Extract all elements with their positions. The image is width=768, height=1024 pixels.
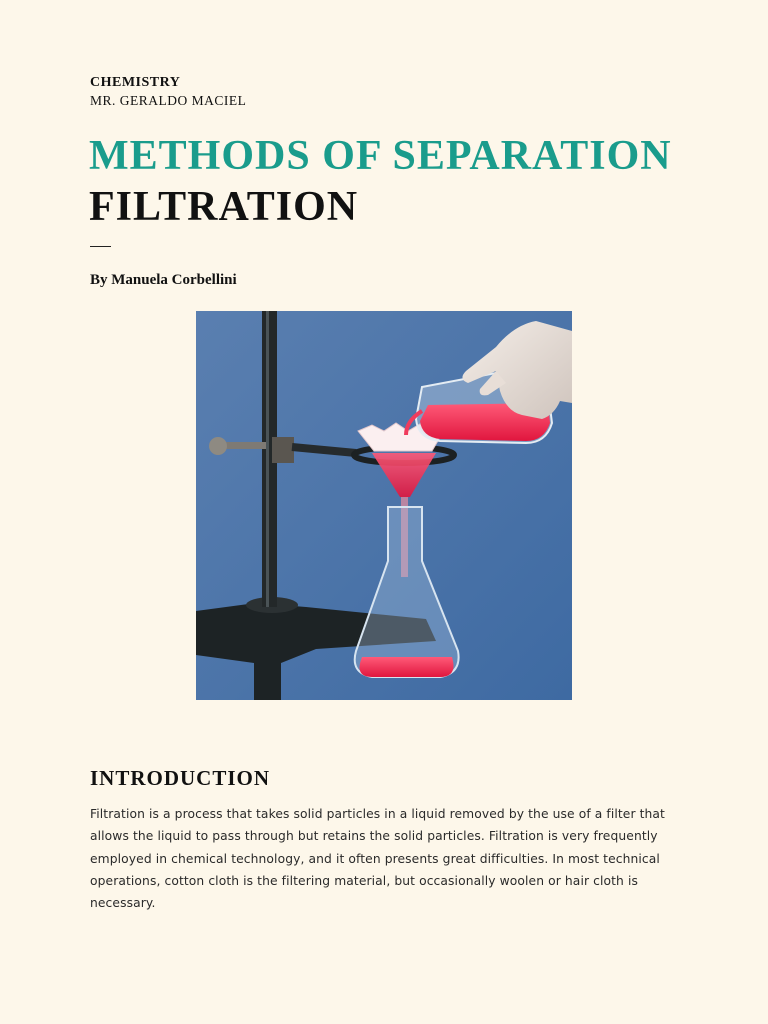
document-subtitle: FILTRATION [89, 184, 359, 230]
filtration-apparatus-photo [196, 311, 572, 700]
subject-label: CHEMISTRY [90, 75, 181, 90]
introduction-paragraph: Filtration is a process that takes solid particles in a liquid removed by the use of a filter that allows the liquid to pass through but retains the solid particles. Filtration is very frequently employed in chemical technology, and it often presents great difficulties. In most technical operations, cotton cloth is the filtering material, but occasionally woolen or hair cloth is necessary. [90, 807, 665, 911]
section-heading-introduction: INTRODUCTION [90, 766, 271, 790]
clamp-body [272, 437, 294, 463]
flask-liquid [360, 657, 454, 677]
author-byline: By Manuela Corbellini [90, 272, 237, 288]
teacher-name: MR. GERALDO MACIEL [90, 93, 247, 108]
document-title: METHODS OF SEPARATION [89, 133, 672, 179]
clamp-knob [209, 437, 227, 455]
title-divider [90, 246, 111, 247]
